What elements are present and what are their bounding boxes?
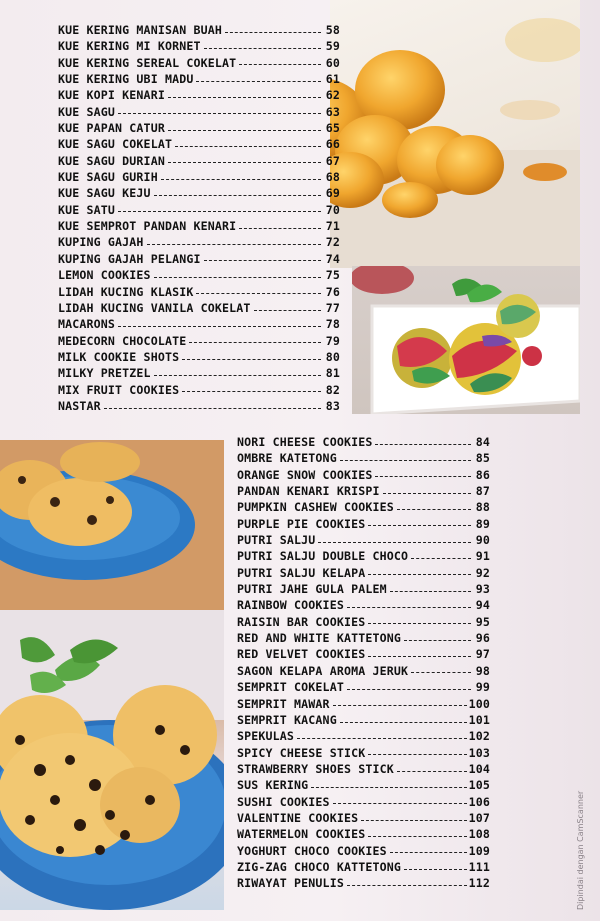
toc-entry bbox=[237, 532, 490, 548]
toc-entry bbox=[237, 450, 490, 466]
toc-entry-title: KUE KERING UBI MADU bbox=[58, 72, 194, 87]
dot-leader bbox=[189, 342, 321, 343]
toc-entry-page-number: 70 bbox=[325, 202, 340, 217]
toc-entry-page-number: 78 bbox=[325, 317, 340, 332]
toc-entry bbox=[237, 434, 490, 450]
toc-entry bbox=[58, 22, 340, 38]
toc-entry-title: NASTAR bbox=[58, 398, 101, 413]
toc-entry-title: KUE SAGU DURIAN bbox=[58, 153, 165, 168]
toc-entry-page-number: 104 bbox=[468, 761, 490, 776]
toc-entry-title: RED AND WHITE KATTETONG bbox=[237, 631, 401, 646]
toc-entry bbox=[237, 663, 490, 679]
toc-entry bbox=[237, 581, 490, 597]
toc-entry-title: KUE KERING MANISAN BUAH bbox=[58, 23, 222, 37]
toc-entry-title: VALENTINE COOKIES bbox=[237, 810, 359, 825]
table-of-contents-left bbox=[58, 22, 340, 414]
toc-entry-page-number: 82 bbox=[325, 382, 340, 397]
toc-entry-page-number: 80 bbox=[325, 349, 340, 364]
toc-entry-title: RED VELVET COOKIES bbox=[237, 647, 366, 662]
toc-entry-page-number: 84 bbox=[475, 435, 490, 449]
toc-entry bbox=[237, 597, 490, 613]
dot-leader bbox=[411, 558, 471, 559]
toc-entry-title: RIWAYAT PENULIS bbox=[237, 876, 344, 891]
toc-entry-page-number: 63 bbox=[325, 104, 340, 119]
dot-leader bbox=[347, 689, 471, 690]
toc-entry-title: OMBRE KATETONG bbox=[237, 451, 337, 466]
toc-entry-page-number: 71 bbox=[325, 219, 340, 234]
toc-entry-title: YOGHURT CHOCO COOKIES bbox=[237, 843, 387, 858]
toc-entry-title: MILK COOKIE SHOTS bbox=[58, 349, 180, 364]
toc-entry bbox=[58, 284, 340, 300]
toc-entry bbox=[58, 349, 340, 365]
dot-leader bbox=[390, 591, 471, 592]
toc-entry bbox=[237, 875, 490, 891]
toc-entry-page-number: 60 bbox=[325, 55, 340, 70]
toc-entry bbox=[237, 467, 490, 483]
dot-leader bbox=[161, 179, 321, 180]
dot-leader bbox=[196, 293, 321, 294]
toc-entry-page-number: 75 bbox=[325, 268, 340, 283]
toc-entry bbox=[58, 185, 340, 201]
toc-entry bbox=[58, 382, 340, 398]
dot-leader bbox=[347, 607, 471, 608]
choco-chip-cookies-illustration bbox=[0, 440, 224, 910]
dot-leader bbox=[397, 509, 471, 510]
toc-entry-page-number: 89 bbox=[475, 516, 490, 531]
toc-entry bbox=[237, 630, 490, 646]
dot-leader bbox=[340, 722, 467, 723]
toc-entry-title: LEMON COOKIES bbox=[58, 268, 151, 283]
table-of-contents-right bbox=[237, 434, 490, 892]
toc-entry-page-number: 58 bbox=[325, 23, 340, 37]
toc-entry-title: RAISIN BAR COOKIES bbox=[237, 614, 366, 629]
dot-leader bbox=[154, 375, 321, 376]
toc-entry bbox=[58, 267, 340, 283]
toc-entry-page-number: 66 bbox=[325, 137, 340, 152]
toc-entry-title: NORI CHEESE COOKIES bbox=[237, 435, 373, 449]
dot-leader bbox=[168, 97, 321, 98]
toc-entry-title: SUSHI COOKIES bbox=[237, 794, 330, 809]
toc-entry-page-number: 67 bbox=[325, 153, 340, 168]
toc-entry bbox=[58, 251, 340, 267]
dot-leader bbox=[390, 852, 467, 853]
toc-entry-page-number: 100 bbox=[468, 696, 490, 711]
toc-entry-page-number: 109 bbox=[468, 843, 490, 858]
dot-leader bbox=[318, 542, 471, 543]
dot-leader bbox=[368, 623, 471, 624]
toc-entry-page-number: 83 bbox=[325, 398, 340, 413]
toc-entry bbox=[237, 696, 490, 712]
toc-entry-page-number: 86 bbox=[475, 467, 490, 482]
toc-entry bbox=[58, 87, 340, 103]
dot-leader bbox=[397, 771, 467, 772]
toc-entry-title: SEMPRIT KACANG bbox=[237, 712, 337, 727]
toc-entry-page-number: 106 bbox=[468, 794, 490, 809]
toc-entry-page-number: 98 bbox=[475, 663, 490, 678]
dot-leader bbox=[225, 32, 321, 33]
toc-entry-title: SPICY CHEESE STICK bbox=[237, 745, 366, 760]
toc-entry bbox=[237, 565, 490, 581]
toc-entry-title: KUE SAGU KEJU bbox=[58, 186, 151, 201]
dot-leader bbox=[333, 803, 467, 804]
toc-entry-title: PUMPKIN CASHEW COOKIES bbox=[237, 500, 394, 515]
toc-entry-page-number: 101 bbox=[468, 712, 490, 727]
toc-entry-title: SPEKULAS bbox=[237, 729, 295, 744]
toc-entry bbox=[237, 483, 490, 499]
toc-entry bbox=[237, 843, 490, 859]
toc-entry-page-number: 102 bbox=[468, 729, 490, 744]
toc-entry-title: RAINBOW COOKIES bbox=[237, 598, 344, 613]
toc-entry-page-number: 95 bbox=[475, 614, 490, 629]
toc-entry-page-number: 96 bbox=[475, 631, 490, 646]
toc-entry bbox=[58, 218, 340, 234]
toc-entry-title: WATERMELON COOKIES bbox=[237, 827, 366, 842]
toc-entry-page-number: 108 bbox=[468, 827, 490, 842]
toc-entry-title: LIDAH KUCING KLASIK bbox=[58, 284, 194, 299]
dot-leader bbox=[368, 525, 471, 526]
dot-leader bbox=[404, 869, 467, 870]
toc-entry bbox=[58, 202, 340, 218]
toc-entry-page-number: 90 bbox=[475, 533, 490, 548]
toc-entry bbox=[237, 859, 490, 875]
toc-entry-title: MILKY PRETZEL bbox=[58, 366, 151, 381]
dot-leader bbox=[239, 64, 321, 65]
toc-entry-title: SAGON KELAPA AROMA JERUK bbox=[237, 663, 409, 678]
cookie-photo-top bbox=[330, 0, 580, 268]
toc-entry-title: PUTRI SALJU KELAPA bbox=[237, 565, 366, 580]
toc-entry-page-number: 88 bbox=[475, 500, 490, 515]
toc-entry-page-number: 79 bbox=[325, 333, 340, 348]
dot-leader bbox=[182, 359, 321, 360]
dot-leader bbox=[154, 277, 321, 278]
toc-entry bbox=[58, 120, 340, 136]
toc-entry-page-number: 87 bbox=[475, 484, 490, 499]
toc-entry-page-number: 62 bbox=[325, 88, 340, 103]
toc-entry-page-number: 81 bbox=[325, 366, 340, 381]
toc-entry-title: ZIG-ZAG CHOCO KATTETONG bbox=[237, 859, 401, 874]
toc-entry-title: MEDECORN CHOCOLATE bbox=[58, 333, 187, 348]
toc-entry bbox=[237, 499, 490, 515]
dot-leader bbox=[118, 113, 321, 114]
dot-leader bbox=[147, 244, 321, 245]
dot-leader bbox=[204, 260, 321, 261]
toc-entry-title: KUE SAGU bbox=[58, 104, 116, 119]
toc-entry-title: PURPLE PIE COOKIES bbox=[237, 516, 366, 531]
dot-leader bbox=[239, 228, 321, 229]
toc-entry-page-number: 91 bbox=[475, 549, 490, 564]
dot-leader bbox=[333, 705, 467, 706]
dot-leader bbox=[375, 476, 471, 477]
toc-entry-page-number: 92 bbox=[475, 565, 490, 580]
toc-entry bbox=[58, 234, 340, 250]
toc-entry-page-number: 85 bbox=[475, 451, 490, 466]
toc-entry-page-number: 105 bbox=[468, 778, 490, 793]
toc-entry-title: SEMPRIT COKELAT bbox=[237, 680, 344, 695]
toc-entry-page-number: 77 bbox=[325, 300, 340, 315]
toc-entry-page-number: 112 bbox=[468, 876, 490, 891]
dot-leader bbox=[340, 460, 471, 461]
toc-entry-page-number: 69 bbox=[325, 186, 340, 201]
dot-leader bbox=[118, 211, 321, 212]
toc-entry bbox=[58, 153, 340, 169]
toc-entry-title: STRAWBERRY SHOES STICK bbox=[237, 761, 394, 776]
toc-entry-title: KUE SAGU COKELAT bbox=[58, 137, 173, 152]
toc-entry bbox=[237, 745, 490, 761]
dot-leader bbox=[118, 326, 321, 327]
toc-entry bbox=[237, 548, 490, 564]
rainbow-cookies-photo bbox=[352, 266, 580, 414]
toc-entry-title: SUS KERING bbox=[237, 778, 309, 793]
toc-entry-page-number: 103 bbox=[468, 745, 490, 760]
toc-entry bbox=[58, 300, 340, 316]
toc-entry-page-number: 59 bbox=[325, 39, 340, 54]
dot-leader bbox=[175, 146, 321, 147]
choco-chip-cookies-photo bbox=[0, 440, 224, 910]
toc-entry bbox=[58, 55, 340, 71]
toc-entry-title: KUE KOPI KENARI bbox=[58, 88, 165, 103]
toc-entry bbox=[237, 516, 490, 532]
toc-entry-page-number: 76 bbox=[325, 284, 340, 299]
toc-entry bbox=[237, 679, 490, 695]
toc-entry bbox=[237, 712, 490, 728]
dot-leader bbox=[411, 672, 471, 673]
dot-leader bbox=[361, 820, 466, 821]
toc-entry-title: MIX FRUIT COOKIES bbox=[58, 382, 180, 397]
dot-leader bbox=[368, 836, 466, 837]
toc-entry bbox=[58, 71, 340, 87]
dot-leader bbox=[297, 738, 467, 739]
toc-entry-page-number: 65 bbox=[325, 121, 340, 136]
toc-entry bbox=[58, 136, 340, 152]
toc-entry-title: MACARONS bbox=[58, 317, 116, 332]
toc-entry-title: KUPING GAJAH PELANGI bbox=[58, 251, 201, 266]
dot-leader bbox=[368, 754, 466, 755]
toc-entry bbox=[237, 777, 490, 793]
toc-entry bbox=[237, 614, 490, 630]
rainbow-cookies-illustration bbox=[352, 266, 580, 414]
dot-leader bbox=[104, 408, 321, 409]
toc-entry-title: PUTRI JAHE GULA PALEM bbox=[237, 582, 387, 597]
toc-entry bbox=[237, 826, 490, 842]
toc-entry bbox=[237, 810, 490, 826]
toc-entry-title: PUTRI SALJU bbox=[237, 533, 316, 548]
dot-leader bbox=[368, 656, 471, 657]
toc-entry-title: KUPING GAJAH bbox=[58, 235, 144, 250]
toc-entry bbox=[237, 646, 490, 662]
toc-entry-title: KUE KERING SEREAL COKELAT bbox=[58, 55, 237, 70]
toc-entry-page-number: 94 bbox=[475, 598, 490, 613]
toc-entry bbox=[58, 316, 340, 332]
dot-leader bbox=[311, 787, 466, 788]
toc-entry-page-number: 111 bbox=[468, 859, 490, 874]
toc-entry-page-number: 68 bbox=[325, 170, 340, 185]
toc-entry-title: SEMPRIT MAWAR bbox=[237, 696, 330, 711]
toc-entry-title: PUTRI SALJU DOUBLE CHOCO bbox=[237, 549, 409, 564]
toc-entry-page-number: 99 bbox=[475, 680, 490, 695]
toc-entry-title: KUE KERING MI KORNET bbox=[58, 39, 201, 54]
toc-entry-page-number: 61 bbox=[325, 72, 340, 87]
toc-entry-title: ORANGE SNOW COOKIES bbox=[237, 467, 373, 482]
toc-entry bbox=[58, 104, 340, 120]
dot-leader bbox=[204, 48, 321, 49]
dot-leader bbox=[196, 81, 321, 82]
toc-entry-page-number: 93 bbox=[475, 582, 490, 597]
toc-entry-page-number: 72 bbox=[325, 235, 340, 250]
dot-leader bbox=[347, 885, 467, 886]
toc-entry-page-number: 97 bbox=[475, 647, 490, 662]
dot-leader bbox=[154, 195, 321, 196]
toc-entry bbox=[58, 169, 340, 185]
scanner-watermark: Dipindai dengan CamScanner bbox=[576, 790, 585, 910]
dot-leader bbox=[168, 162, 321, 163]
toc-entry bbox=[237, 794, 490, 810]
dot-leader bbox=[368, 574, 471, 575]
dot-leader bbox=[182, 391, 321, 392]
toc-entry-title: KUE PAPAN CATUR bbox=[58, 121, 165, 136]
dot-leader bbox=[404, 640, 471, 641]
dot-leader bbox=[254, 310, 321, 311]
toc-entry bbox=[58, 333, 340, 349]
dot-leader bbox=[375, 444, 471, 445]
golden-cookies-illustration bbox=[330, 0, 580, 268]
dot-leader bbox=[168, 130, 321, 131]
toc-entry-title: KUE SAGU GURIH bbox=[58, 170, 158, 185]
toc-entry bbox=[58, 398, 340, 414]
toc-entry-title: LIDAH KUCING VANILA COKELAT bbox=[58, 300, 251, 315]
dot-leader bbox=[383, 493, 471, 494]
toc-entry bbox=[58, 365, 340, 381]
toc-entry bbox=[237, 761, 490, 777]
toc-entry-page-number: 74 bbox=[325, 251, 340, 266]
toc-entry-page-number: 107 bbox=[468, 810, 490, 825]
toc-entry bbox=[237, 728, 490, 744]
toc-entry-title: PANDAN KENARI KRISPI bbox=[237, 484, 380, 499]
toc-entry-title: KUE SATU bbox=[58, 202, 116, 217]
toc-entry bbox=[58, 38, 340, 54]
toc-entry-title: KUE SEMPROT PANDAN KENARI bbox=[58, 219, 237, 234]
